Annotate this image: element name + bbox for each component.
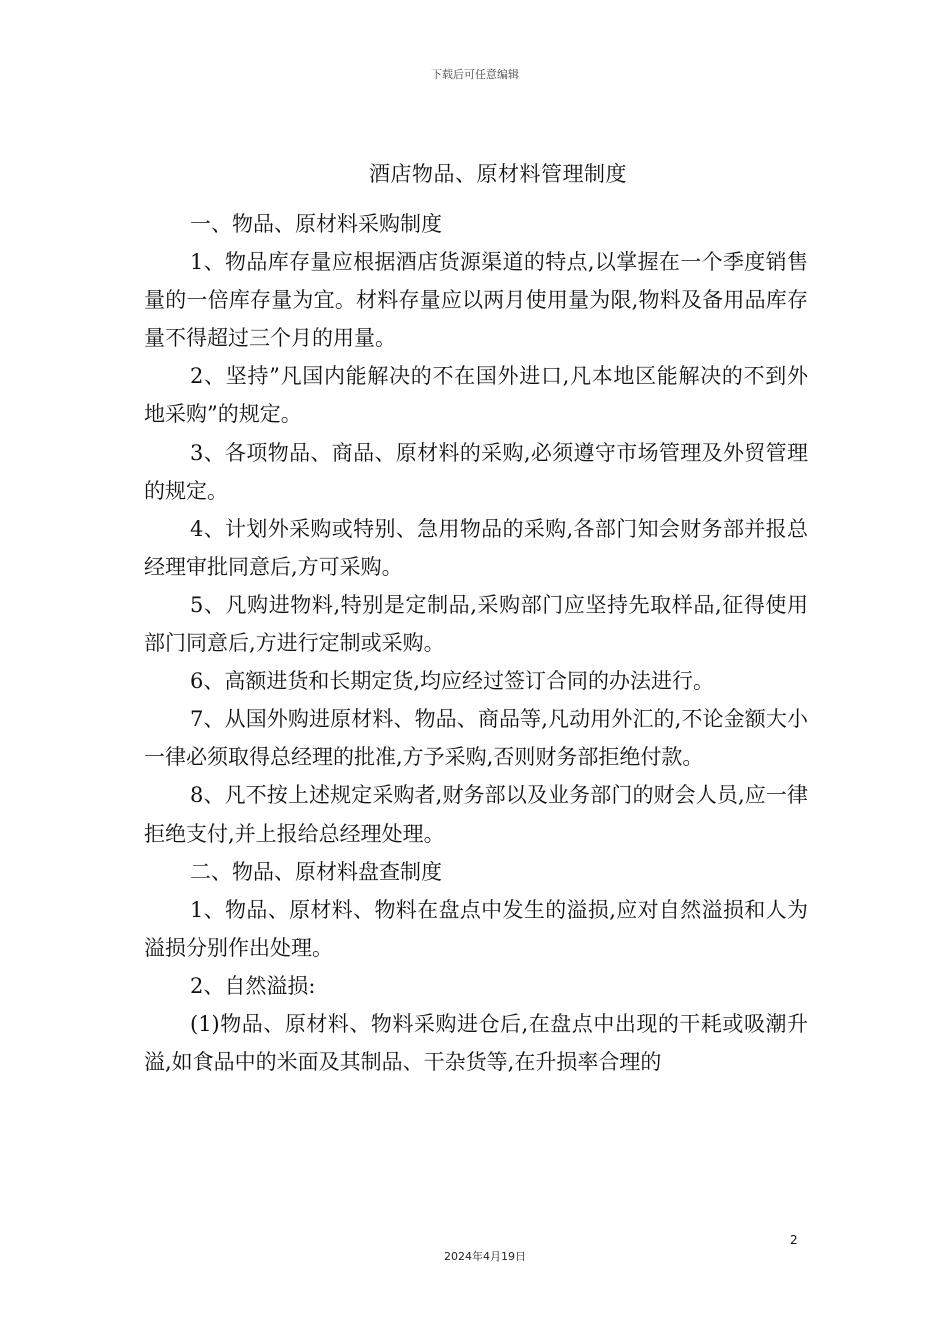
paragraph: 1、物品、原材料、物料在盘点中发生的溢损,应对自然溢损和人为溢损分别作出处理。 <box>144 897 808 960</box>
paragraph: 2、自然溢损: <box>190 973 316 998</box>
paragraph: 7、从国外购进原材料、物品、商品等,凡动用外汇的,不论金额大小一律必须取得总经理的批准,方予采购,否则财务部拒绝付款。 <box>144 707 808 770</box>
section-heading: 二、物品、原材料盘查制度 <box>190 859 442 884</box>
paragraph: 2、坚持”凡国内能解决的不在国外进口,凡本地区能解决的不到外地采购”的规定。 <box>144 364 808 427</box>
document-body <box>144 205 808 1081</box>
paragraph: 5、凡购进物料,特别是定制品,采购部门应坚持先取样品,征得使用部门同意后,方进行定制或采购。 <box>144 592 808 656</box>
paragraph: 3、各项物品、商品、原材料的采购,必须遵守市场管理及外贸管理的规定。 <box>144 440 808 503</box>
paragraph: 8、凡不按上述规定采购者,财务部以及业务部门的财会人员,应一律拒绝支付,并上报给总经理处理。 <box>144 783 808 846</box>
header-note: 下载后可任意编辑 <box>431 68 519 81</box>
document-title: 酒店物品、原材料管理制度 <box>369 162 627 186</box>
page-number: 2 <box>790 1233 798 1247</box>
footer-date: 2024年4月19日 <box>444 1250 526 1263</box>
paragraph: 1、物品库存量应根据酒店货源渠道的特点,以掌握在一个季度销售量的一倍库存量为宜。材料存量应以两月使用量为限,物料及备用品库存量不得超过三个月的用量。 <box>144 250 808 351</box>
paragraph: 6、高额进货和长期定货,均应经过签订合同的办法进行。 <box>190 669 715 694</box>
section-heading: 一、物品、原材料采购制度 <box>190 212 442 236</box>
paragraph: 4、计划外采购或特别、急用物品的采购,各部门知会财务部并报总经理审批同意后,方可采购。 <box>144 516 808 579</box>
paragraph: (1)物品、原材料、物料采购进仓后,在盘点中出现的干耗或吸潮升溢,如食品中的米面及其制品、干杂货等,在升损率合理的 <box>144 1011 808 1075</box>
